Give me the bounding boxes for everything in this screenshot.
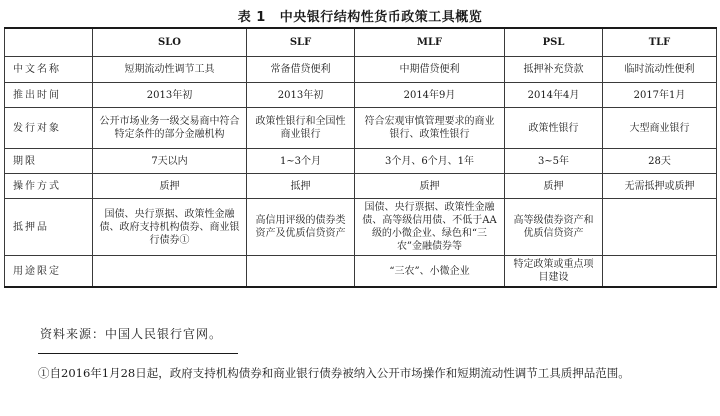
- table-title: [0, 6, 720, 25]
- row-label: 期限: [5, 149, 93, 174]
- column-header-slo: SLO: [93, 28, 247, 57]
- column-header-psl: PSL: [505, 28, 603, 57]
- table-cell: 高等级债券资产和优质信贷资产: [505, 199, 603, 256]
- table-cell: 3个月、6个月、1年: [355, 149, 505, 174]
- table-cell: 2014年9月: [355, 83, 505, 108]
- column-header-tlf: TLF: [603, 28, 717, 57]
- table-cell: 质押: [93, 174, 247, 199]
- table-cell: 2017年1月: [603, 83, 717, 108]
- table-title-text: 中央银行结构性货币政策工具概览: [279, 10, 483, 25]
- table-cell: 特定政策或重点项目建设: [505, 256, 603, 288]
- footnote: ①自2016年1月28日起，政府支持机构债券和商业银行债券被纳入公开市场操作和短期流动性调节工具质押品范围。: [38, 366, 630, 380]
- row-label: 中文名称: [5, 57, 93, 83]
- table-cell: 符合宏观审慎管理要求的商业银行、政策性银行: [355, 108, 505, 149]
- table-row: [5, 149, 717, 174]
- table-cell: 1~3个月: [247, 149, 355, 174]
- table-cell: 常备借贷便利: [247, 57, 355, 83]
- table-cell: 无需抵押或质押: [603, 174, 717, 199]
- table-cell: 公开市场业务一级交易商中符合特定条件的部分金融机构: [93, 108, 247, 149]
- policy-tools-table: [4, 27, 717, 288]
- table-row: [5, 83, 717, 108]
- table-cell: 高信用评级的债券类资产及优质信贷资产: [247, 199, 355, 256]
- table-cell: 国债、央行票据、政策性金融债、政府支持机构债券、商业银行债券①: [93, 199, 247, 256]
- table-cell: 7天以内: [93, 149, 247, 174]
- row-label: 推出时间: [5, 83, 93, 108]
- table-cell: 中期借贷便利: [355, 57, 505, 83]
- row-label: 用途限定: [5, 256, 93, 288]
- row-label: 抵押品: [5, 199, 93, 256]
- table-number: 表 1: [237, 10, 266, 25]
- table-cell: [93, 256, 247, 288]
- table-cell: 抵押补充贷款: [505, 57, 603, 83]
- table-cell: 3~5年: [505, 149, 603, 174]
- row-label: 操作方式: [5, 174, 93, 199]
- header-corner: [5, 28, 93, 57]
- row-label: 发行对象: [5, 108, 93, 149]
- table-cell: 临时流动性便利: [603, 57, 717, 83]
- table-cell: 28天: [603, 149, 717, 174]
- table-cell: [247, 256, 355, 288]
- column-header-mlf: MLF: [355, 28, 505, 57]
- table-cell: 2013年初: [93, 83, 247, 108]
- header-row: [5, 28, 717, 57]
- table-cell: 抵押: [247, 174, 355, 199]
- table-cell: 国债、央行票据、政策性金融债、高等级信用债、不低于AA级的小微企业、绿色和“三农”金融债券等: [355, 199, 505, 256]
- table-cell: 质押: [505, 174, 603, 199]
- table-cell: 质押: [355, 174, 505, 199]
- table-cell: 政策性银行和全国性商业银行: [247, 108, 355, 149]
- table-row: [5, 256, 717, 288]
- table-row: [5, 57, 717, 83]
- footnote-divider: [38, 353, 238, 354]
- column-header-slf: SLF: [247, 28, 355, 57]
- table-cell: 大型商业银行: [603, 108, 717, 149]
- table-cell: “三农”、小微企业: [355, 256, 505, 288]
- table-row: [5, 199, 717, 256]
- source-note: 资料来源：中国人民银行官网。: [40, 327, 223, 341]
- table-row: [5, 108, 717, 149]
- table-cell: [603, 199, 717, 256]
- table-cell: 2014年4月: [505, 83, 603, 108]
- table-cell: [603, 256, 717, 288]
- table-cell: 政策性银行: [505, 108, 603, 149]
- table-cell: 2013年初: [247, 83, 355, 108]
- table-cell: 短期流动性调节工具: [93, 57, 247, 83]
- table-row: [5, 174, 717, 199]
